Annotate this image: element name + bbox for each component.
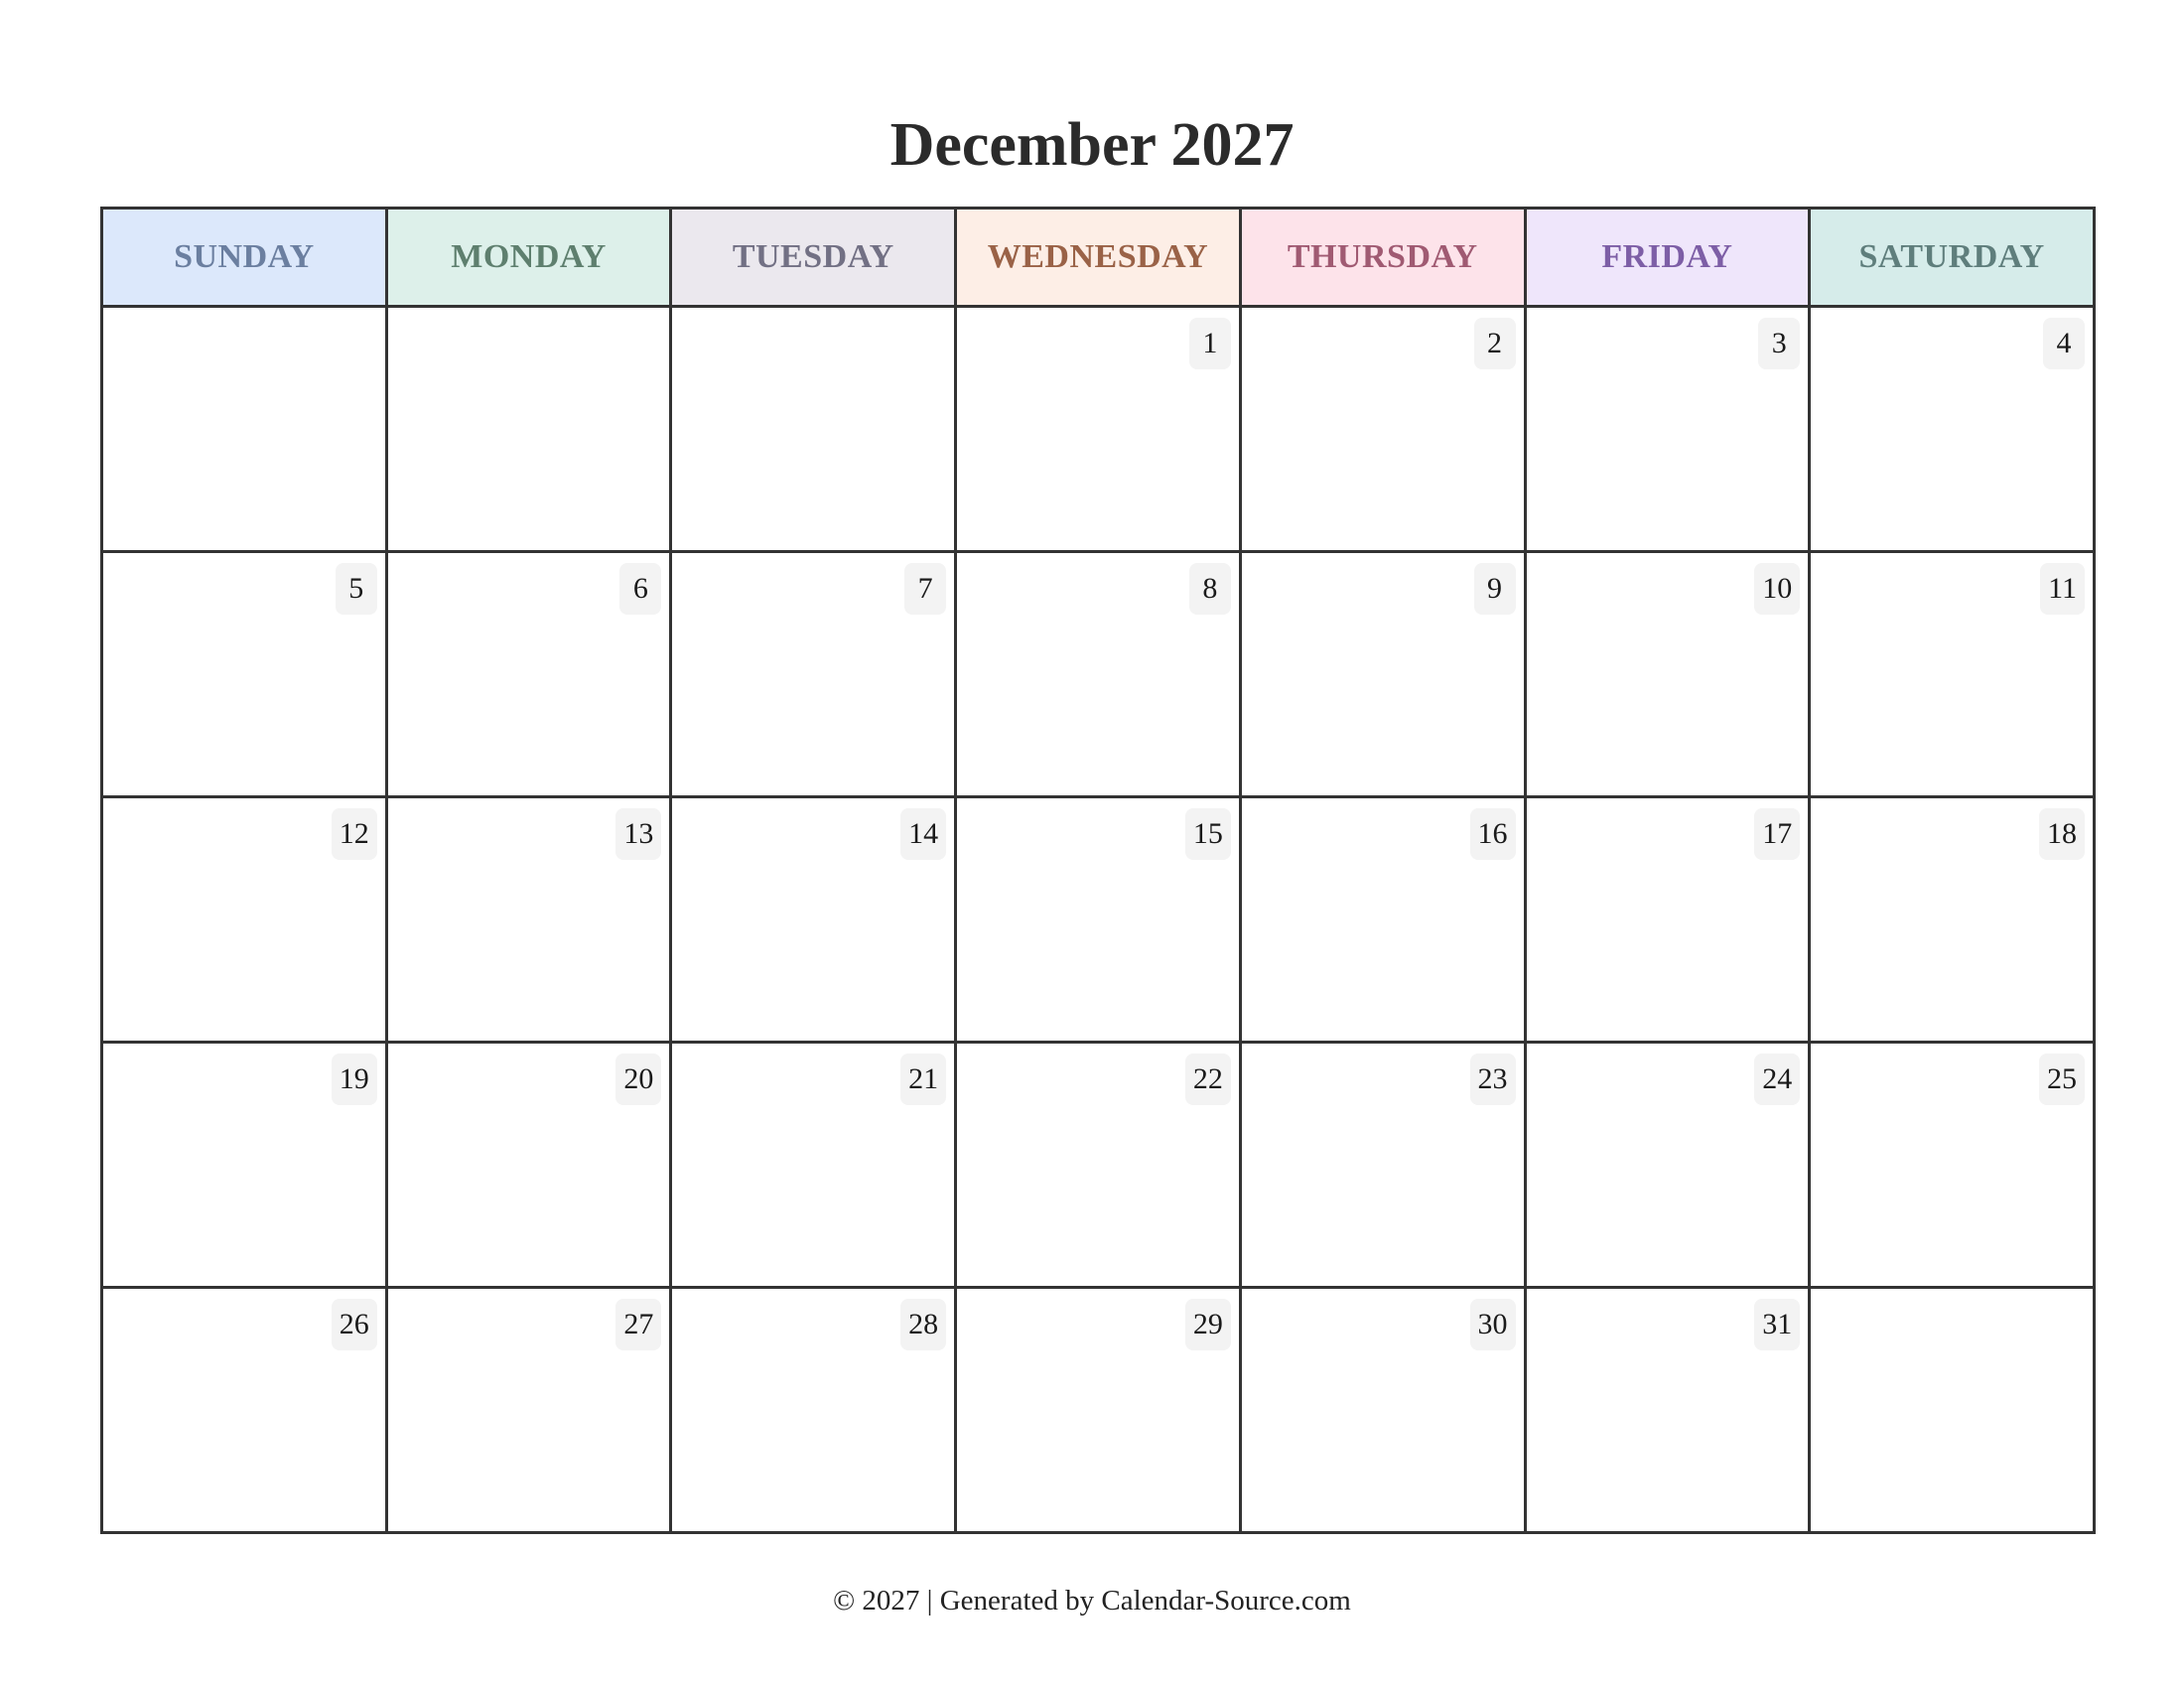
- day-number: 23: [1470, 1054, 1516, 1105]
- day-cell[interactable]: [386, 1288, 671, 1533]
- day-cell[interactable]: [671, 797, 956, 1043]
- day-cell[interactable]: [1810, 307, 2095, 552]
- day-cell[interactable]: [1525, 797, 1810, 1043]
- day-cell[interactable]: [1810, 797, 2095, 1043]
- day-number: 4: [2043, 318, 2085, 369]
- day-cell[interactable]: [102, 552, 387, 797]
- day-cell[interactable]: [956, 1288, 1241, 1533]
- day-number: 20: [615, 1054, 661, 1105]
- day-cell[interactable]: [956, 307, 1241, 552]
- day-cell[interactable]: [1240, 552, 1525, 797]
- day-number: 3: [1758, 318, 1800, 369]
- calendar-title: December 2027: [889, 111, 1295, 179]
- day-cell[interactable]: [671, 1043, 956, 1288]
- day-number: 8: [1189, 563, 1231, 615]
- day-number: 12: [332, 808, 377, 860]
- week-row: [102, 797, 2095, 1043]
- weekday-header: SATURDAY: [1810, 209, 2095, 307]
- day-number: 19: [332, 1054, 377, 1105]
- day-number: 24: [1754, 1054, 1800, 1105]
- empty-day-cell: [671, 307, 956, 552]
- day-number: 29: [1185, 1299, 1231, 1350]
- day-number: 18: [2039, 808, 2085, 860]
- footer-credit: © 2027 | Generated by Calendar-Source.com: [833, 1585, 1351, 1617]
- weekday-header-row: [102, 209, 2095, 307]
- day-cell[interactable]: [956, 552, 1241, 797]
- day-cell[interactable]: [102, 1288, 387, 1533]
- day-cell[interactable]: [1525, 1288, 1810, 1533]
- day-cell[interactable]: [1525, 1043, 1810, 1288]
- day-number: 10: [1754, 563, 1800, 615]
- day-number: 17: [1754, 808, 1800, 860]
- day-number: 21: [900, 1054, 946, 1105]
- day-cell[interactable]: [102, 1043, 387, 1288]
- day-number: 28: [900, 1299, 946, 1350]
- week-row: [102, 307, 2095, 552]
- day-cell[interactable]: [671, 1288, 956, 1533]
- day-cell[interactable]: [1240, 1043, 1525, 1288]
- day-number: 27: [615, 1299, 661, 1350]
- week-row: [102, 552, 2095, 797]
- weekday-header: TUESDAY: [671, 209, 956, 307]
- day-number: 26: [332, 1299, 377, 1350]
- day-cell[interactable]: [1240, 1288, 1525, 1533]
- day-cell[interactable]: [1240, 797, 1525, 1043]
- day-number: 15: [1185, 808, 1231, 860]
- empty-day-cell: [386, 307, 671, 552]
- day-cell[interactable]: [386, 552, 671, 797]
- day-cell[interactable]: [671, 552, 956, 797]
- weekday-header: MONDAY: [386, 209, 671, 307]
- day-cell[interactable]: [1240, 307, 1525, 552]
- day-number: 22: [1185, 1054, 1231, 1105]
- day-cell[interactable]: [1525, 307, 1810, 552]
- day-number: 6: [619, 563, 661, 615]
- empty-day-cell: [1810, 1288, 2095, 1533]
- day-cell[interactable]: [1525, 552, 1810, 797]
- day-number: 2: [1474, 318, 1516, 369]
- day-number: 7: [904, 563, 946, 615]
- weekday-header: WEDNESDAY: [956, 209, 1241, 307]
- day-cell[interactable]: [1810, 1043, 2095, 1288]
- day-cell[interactable]: [956, 797, 1241, 1043]
- day-number: 30: [1470, 1299, 1516, 1350]
- day-number: 31: [1754, 1299, 1800, 1350]
- weekday-header: THURSDAY: [1240, 209, 1525, 307]
- week-row: [102, 1288, 2095, 1533]
- day-number: 13: [615, 808, 661, 860]
- day-number: 1: [1189, 318, 1231, 369]
- empty-day-cell: [102, 307, 387, 552]
- weekday-header: FRIDAY: [1525, 209, 1810, 307]
- day-number: 5: [336, 563, 377, 615]
- day-number: 9: [1474, 563, 1516, 615]
- day-cell[interactable]: [956, 1043, 1241, 1288]
- weekday-header: SUNDAY: [102, 209, 387, 307]
- week-row: [102, 1043, 2095, 1288]
- day-number: 25: [2039, 1054, 2085, 1105]
- day-number: 14: [900, 808, 946, 860]
- day-cell[interactable]: [386, 797, 671, 1043]
- day-number: 16: [1470, 808, 1516, 860]
- day-cell[interactable]: [1810, 552, 2095, 797]
- day-number: 11: [2040, 563, 2085, 615]
- day-cell[interactable]: [102, 797, 387, 1043]
- calendar-grid: [100, 207, 2096, 1534]
- day-cell[interactable]: [386, 1043, 671, 1288]
